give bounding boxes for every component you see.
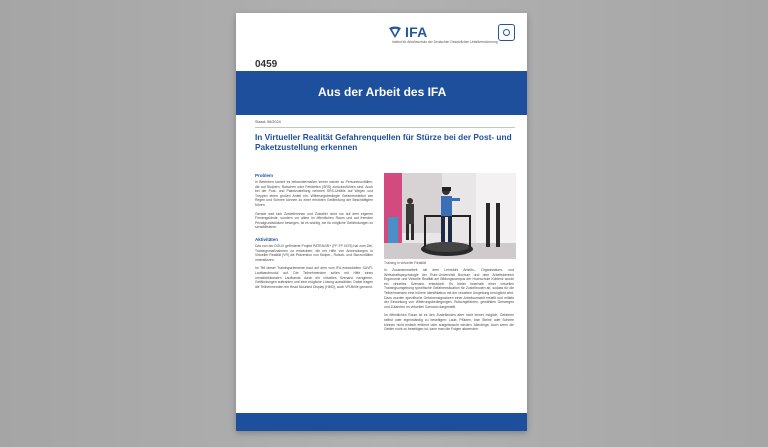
ifa-logo-icon xyxy=(388,25,402,39)
footer-band xyxy=(236,413,527,431)
right-paragraph-2: Im öffentlichen Raum ist es den Zustellenden aber nicht immer möglich, Gefahren selbst oder eigenständig zu beseitigen: Laub, Pfützen, lose Steine oder Schnee können nicht einfach entfernt oder ausgetauscht werden. Allerdings: Auch wenn die Gefahr nicht zu beseitigen ist, kann man die Folgen abwenden. xyxy=(384,313,514,332)
section-heading-aktivitaeten: Aktivitäten xyxy=(255,236,279,242)
camera-icon[interactable] xyxy=(498,24,515,41)
section-heading-problem: Problem xyxy=(255,173,274,178)
right-paragraph-1: In Zusammenarbeit mit dem Lehrstuhl Arbeits-, Organisations- und Wirtschaftspsychologie der Ruhr-Universität Bochum und dem Arbeitsbereich Ergonomie und Virtuelle Realität am Bildungscampus der Hochschule Koblenz wurde ein virtuelles Szenario entwickelt. Es bildet innerhalb einer virtuellen Trainingsumgebung spezifische Gefahrensituation für Zustellrouten ab, sodass für die Teilnehmenden eine höhere Identifikation mit der virtuellen Umgebung ermöglicht wird. Dazu wurden spezifische Gefahrensignaturen einer Arbeitsumwelt erstellt und mittels der Einwirkung von Witterungsbedingungen, Rutschgefahren, gewählten Gehwegen und Zufahrten im virtuellen Szenario dargestellt. xyxy=(384,268,514,309)
brochure-page xyxy=(236,13,527,431)
divider xyxy=(255,127,515,128)
problem-paragraph-2: Gerade weil sich Zustellerinnen und Zusteller nicht nur auf dem eigenen Firmengelände, sondern vor allem im öffentlichen Raum und auf fremden Privatgrundstücken bewegen, ist es wichtig, sie für mögliche Gefährdungen zu sensibilisieren. xyxy=(255,211,373,230)
aktivitaeten-paragraph-2: Im Teil dieser Trainingselemente baut auf dem vom IFA entwickelten SUVR-Laufbandmodul auf. Die Teilnehmenden sollen mit Hilfe eines omnidirektionalen Laufbands durch ein virtuelles Szenario navigieren. Gefährdungen auftrahlen und eine mögliche Lösung auswählen. Dabei tragen die Teilnehmenden ein Head Mounted Display (HMD), auch VR-Brille genannt. xyxy=(255,266,373,289)
issue-number: 0459 xyxy=(255,59,278,70)
vr-training-photo-illustration xyxy=(384,173,516,259)
stand-date: Stand: 06/2024 xyxy=(255,120,281,124)
photo-caption: Training in virtueller Realität xyxy=(384,261,426,265)
vr-training-photo xyxy=(384,173,516,259)
aktivitaeten-paragraph-1: Das von der DGUV geförderte Projekt PATRAVIR+ (FF-FP 0475) hat zum Ziel, Trainingsmaßnahmen zu entwickeln, die mit Hilfe von Anwendungen in Virtueller Realität (VR) die Prävention von Stolper-, Rutsch- und Sturzunfällen unterstützen. xyxy=(255,243,373,262)
logo-text: IFA xyxy=(405,24,428,40)
right-column xyxy=(384,268,514,336)
left-column xyxy=(255,173,373,293)
problem-paragraph-1: In Betrieben kommt es bekanntermaßen immer wieder zu Personenunfällen, die auf Stolpern, Rutschen oder Fehltreten (SRS) zurückzuführen sind. Auch bei der Post- und Paketzustellung nehmen SRS-Unfälle auf Wegen und Treppen einen großen Anteil ein. Witterungsbedingte Gefahrenstellen wie Regen und Schnee können zu einer erhöhten Gefährdung der Beschäftigten führen. xyxy=(255,180,373,207)
document-title: In Virtueller Realität Gefahrenquellen für Stürze bei der Post- und Paketzustellung erkennen xyxy=(255,132,512,152)
publisher-subtitle: Institut für Arbeitsschutz der Deutschen Gesetzlichen Unfallversicherung xyxy=(392,40,498,44)
series-title: Aus der Arbeit des IFA xyxy=(318,85,447,99)
ifa-logo xyxy=(388,25,427,39)
